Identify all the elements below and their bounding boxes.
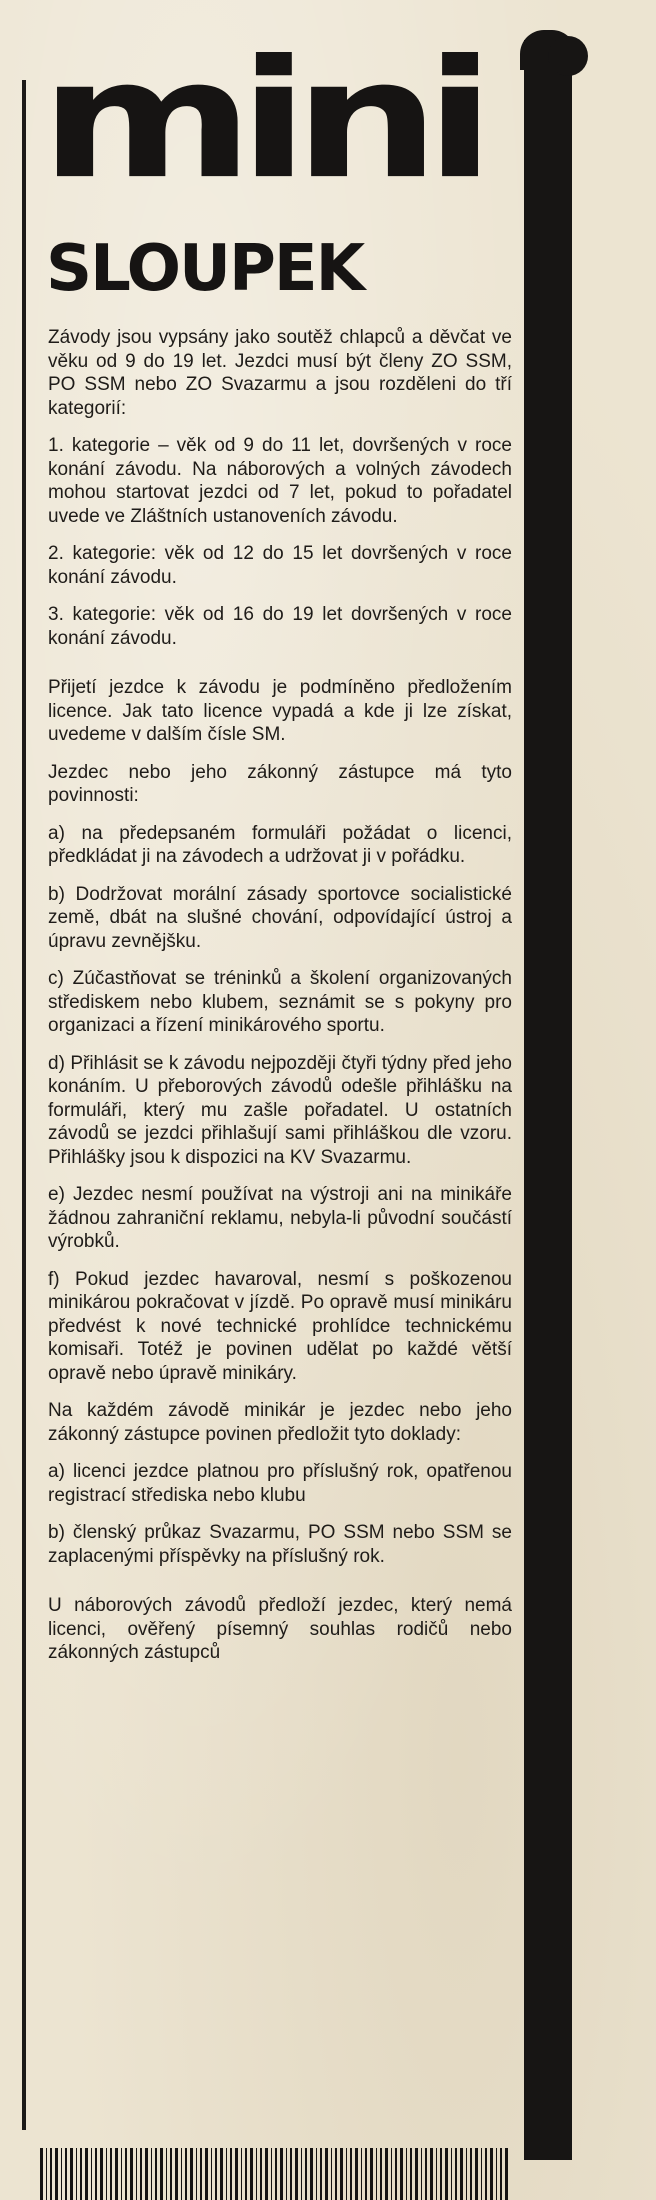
article-text-column (48, 326, 512, 1679)
paragraph-duties-intro: Jezdec nebo jeho zákonný zástupce má tyto povinnosti: (48, 761, 512, 806)
paragraph-document-b: b) členský průkaz Svazarmu, PO SSM nebo SSM se zaplacenými příspěvky na příslušný rok. (48, 1522, 512, 1567)
paragraph-recruitment: U náborových závodů předloží jezdec, který nemá licenci, ověřený písemný souhlas rodičů nebo zákonných zástupců (48, 1595, 512, 1663)
paragraph-documents-intro: Na každém závodě minikár je jezdec nebo jeho zákonný zástupce povinen předložit tyto doklady: (48, 1400, 512, 1445)
bottom-barcode-strip (40, 2148, 510, 2200)
paragraph-duty-c: c) Zúčastňovat se tréninků a školení organizovaných střediskem nebo klubem, seznámit se s pokyny pro organizaci a řízení minikárového sportu. (48, 968, 512, 1036)
right-black-bar (524, 40, 572, 2160)
paragraph-intro: Závody jsou vypsány jako soutěž chlapců a děvčat ve věku od 9 do 19 let. Jezdci musí být členy ZO SSM, PO SSM nebo ZO Svazarmu a jsou rozděleni do tří kategorií: (48, 327, 512, 419)
paragraph-category-3: 3. kategorie: věk od 16 do 19 let dovršených v roce konání závodu. (48, 604, 512, 649)
left-column-rule (22, 80, 26, 2130)
paragraph-duty-a: a) na předepsaném formuláři požádat o licenci, předkládat ji na závodech a udržovat ji v pořádku. (48, 822, 512, 867)
paragraph-duty-d: d) Přihlásit se k závodu nejpozději čtyři týdny před jeho konáním. U přeborových závodů odešle přihlášku na formuláři, který mu zašle pořadatel. U ostatních závodů se jezdci přihlašují sami přihláškou dle vzoru. Přihlášky jsou k dispozici na KV Svazarmu. (48, 1052, 512, 1168)
paragraph-duty-b: b) Dodržovat morální zásady sportovce socialistické země, dbát na slušné chování, odpovídající ústroj a úpravu zevnějšku. (48, 883, 512, 952)
paragraph-category-1: 1. kategorie – věk od 9 do 11 let, dovršených v roce konání závodu. Na náborových a volných závodech mohou startovat jezdci od 7 let, pokud to pořadatel uvede ve Zláštních ustanoveních závodu. (48, 435, 512, 527)
paragraph-document-a: a) licenci jezdce platnou pro příslušný rok, opatřenou registrací střediska nebo klubu (48, 1461, 512, 1506)
paragraph-duty-e: e) Jezdec nesmí používat na výstroji ani na minikáře žádnou zahraniční reklamu, nebyla-li původní součástí výrobků. (48, 1184, 512, 1252)
paragraph-duty-f: f) Pokud jezdec havaroval, nesmí s poškozenou minikárou pokračovat v jízdě. Po opravě musí minikáru předvést k nové technické prohlídce technickému komisaři. Totéž je povinen udělat po každé větší opravě nebo úpravě minikáry. (48, 1268, 512, 1384)
column-title-mini: mini (40, 24, 481, 215)
column-title-sloupek: SLOUPEK (46, 232, 364, 306)
paragraph-category-2: 2. kategorie: věk od 12 do 15 let dovršených v roce konání závodu. (48, 543, 512, 588)
paragraph-licence: Přijetí jezdce k závodu je podmíněno předložením licence. Jak tato licence vypadá a kde ji lze získat, uvedeme v dalším čísle SM. (48, 677, 512, 745)
